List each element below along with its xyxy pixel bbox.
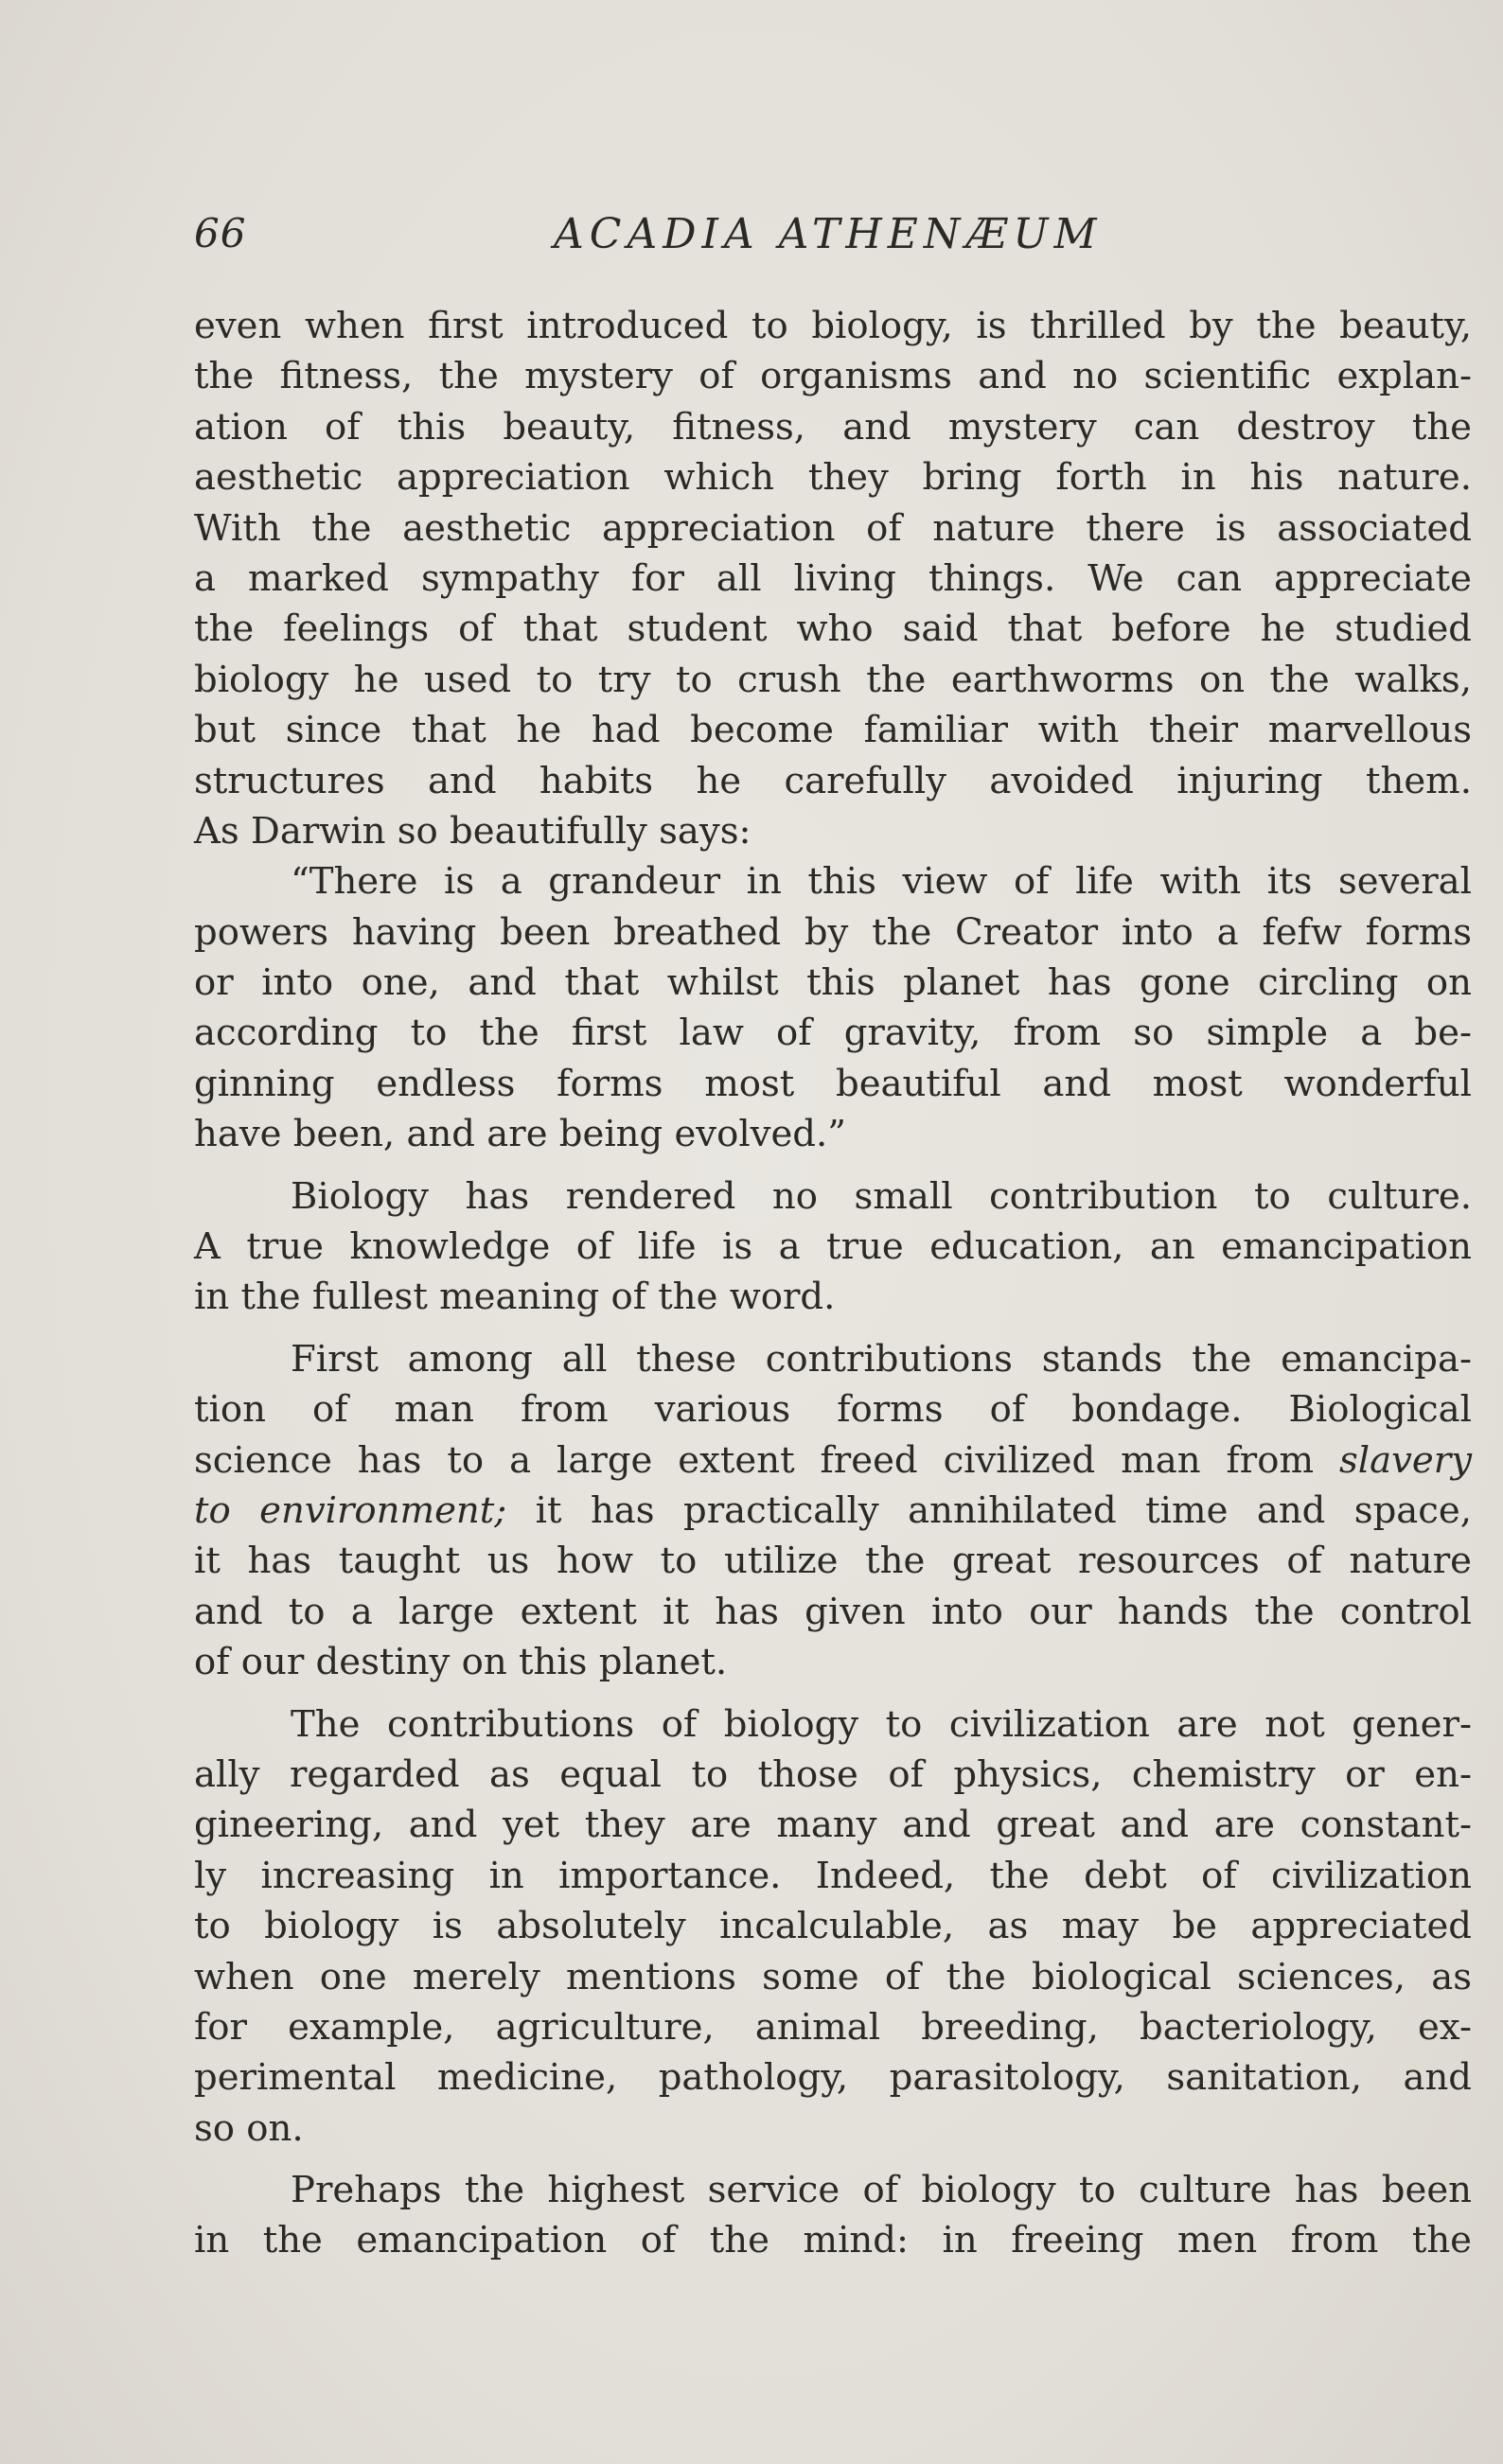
body-text (194, 301, 1472, 2266)
text-line: the fitness, the mystery of organisms and no scientific explan- (194, 355, 1472, 398)
text-line: in the fullest meaning of the word. (194, 1276, 836, 1319)
text-line: biology he used to try to crush the earthworms on the walks, (194, 658, 1472, 701)
text-line: so on. (194, 2106, 304, 2150)
text-fragment: science has to a large extent freed civilized man from (194, 1438, 1339, 1482)
paragraph (194, 1334, 1472, 1688)
text-line: The contributions of biology to civilization are not gener- (291, 1702, 1472, 1746)
page-header (194, 210, 1472, 267)
paragraph (194, 1699, 1472, 2155)
italic-text: to environment; (194, 1488, 507, 1532)
text-line: it has taught us how to utilize the great resources of nature (194, 1540, 1472, 1583)
text-line: With the aesthetic appreciation of nature there is associated (194, 506, 1472, 550)
text-line: according to the first law of gravity, from so simple a be- (194, 1012, 1472, 1055)
paragraph (194, 2165, 1472, 2266)
text-line: the feelings of that student who said that before he studied (194, 607, 1472, 651)
italic-text: slavery (1339, 1438, 1472, 1482)
text-line: to biology is absolutely incalculable, as may be appreciated (194, 1905, 1472, 1948)
text-line: of our destiny on this planet. (194, 1641, 728, 1684)
text-line: powers having been breathed by the Creator into a fefw forms (194, 910, 1472, 954)
text-line: for example, agriculture, animal breeding, bacteriology, ex- (194, 2005, 1472, 2049)
running-head: ACADIA ATHENÆUM (554, 210, 1103, 258)
text-line: Prehaps the highest service of biology to culture has been (291, 2169, 1472, 2212)
text-line: or into one, and that whilst this planet has gone circling on (194, 961, 1472, 1005)
text-line: when one merely mentions some of the biological sciences, as (194, 1955, 1472, 1998)
text-line: ally regarded as equal to those of physics, chemistry or en- (194, 1752, 1472, 1796)
text-line: a marked sympathy for all living things. We can appreciate (194, 556, 1472, 600)
text-line: “There is a grandeur in this view of life with its several (291, 860, 1472, 904)
text-line: and to a large extent it has given into our hands the control (194, 1590, 1472, 1633)
text-line: Biology has rendered no small contribution to culture. (291, 1174, 1472, 1218)
text-line: have been, and are being evolved.” (194, 1113, 846, 1156)
text-line: in the emancipation of the mind: in freeing men from the (194, 2219, 1472, 2262)
page-number: 66 (194, 210, 247, 256)
text-line: tion of man from various forms of bondage. Biological (194, 1388, 1472, 1432)
text-line: but since that he had become familiar with their marvellous (194, 709, 1472, 752)
text-line: gineering, and yet they are many and great and are constant- (194, 1804, 1472, 1847)
text-line: even when first introduced to biology, is thrilled by the beauty, (194, 305, 1472, 347)
text-line: perimental medicine, pathology, parasitology, sanitation, and (194, 2056, 1472, 2100)
darwin-quote (194, 856, 1472, 1159)
paragraph (194, 1171, 1472, 1323)
text-line: As Darwin so beautifully says: (194, 809, 752, 853)
text-line (194, 1486, 1472, 1536)
text-line: ation of this beauty, fitness, and mystery can destroy the (194, 405, 1472, 449)
text-line (194, 1435, 1472, 1486)
text-line: ly increasing in importance. Indeed, the debt of civilization (194, 1854, 1472, 1897)
text-fragment: it has practically annihilated time and space, (506, 1488, 1472, 1532)
text-line: A true knowledge of life is a true education, an emancipation (194, 1225, 1472, 1269)
text-line: First among all these contributions stands the emancipa- (291, 1337, 1472, 1381)
text-line: ginning endless forms most beautiful and most wonderful (194, 1062, 1472, 1105)
text-line: aesthetic appreciation which they bring forth in his nature. (194, 456, 1472, 500)
text-line: structures and habits he carefully avoided injuring them. (194, 759, 1472, 802)
paragraph-continuation (194, 301, 1472, 856)
